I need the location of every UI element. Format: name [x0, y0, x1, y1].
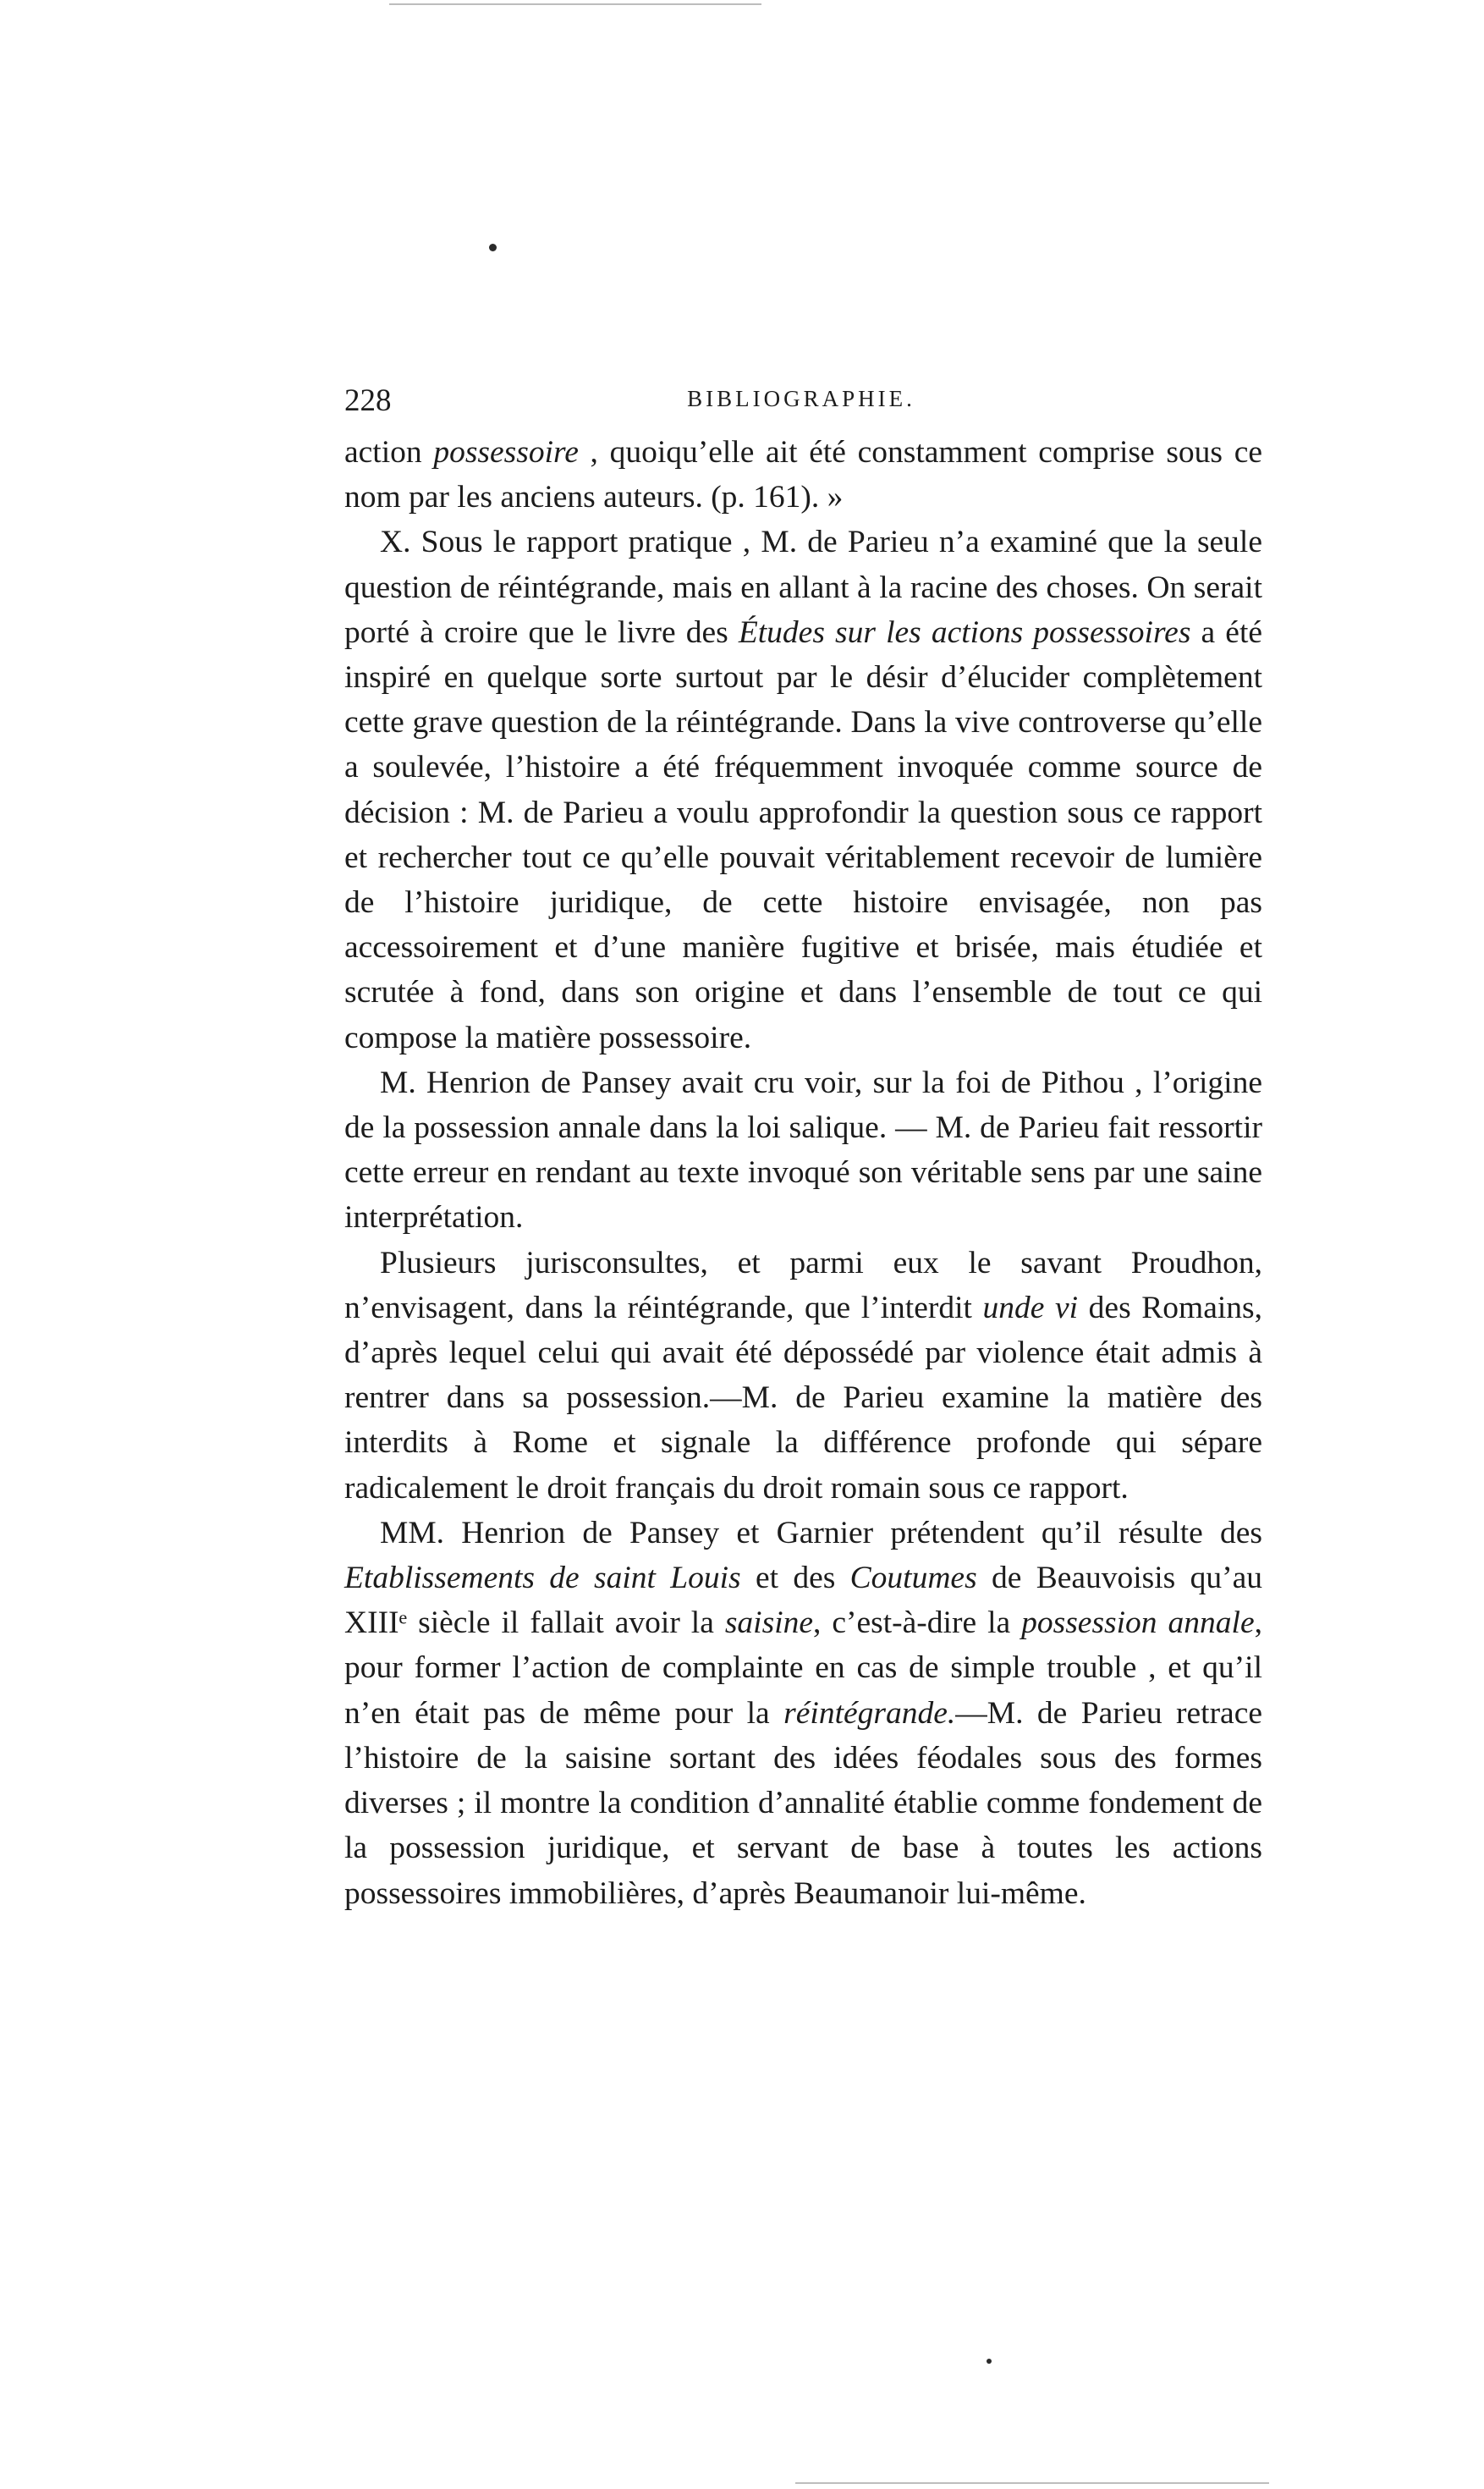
paragraph [344, 430, 1262, 520]
italic-text: saisine [724, 1605, 814, 1641]
running-title: BIBLIOGRAPHIE. [687, 386, 915, 411]
text-run: , quoiqu’elle ait été constamment comprise sous ce nom par les anciens auteurs. (p. 161). » [344, 435, 1262, 515]
top-edge-rule [389, 3, 761, 5]
ink-speck [489, 244, 497, 251]
italic-text: Coutumes [849, 1561, 977, 1596]
bottom-edge-rule [795, 2482, 1269, 2484]
italic-text: unde vi [982, 1290, 1079, 1325]
ink-speck [987, 2359, 992, 2364]
paragraph [344, 520, 1262, 1060]
text-run: action [344, 435, 434, 470]
page-number: 228 [344, 383, 392, 418]
text-run: de Beauvoisis qu’au XIIIᵉ siècle il fallait avoir la [344, 1561, 1262, 1641]
italic-text: Études sur les actions possessoires [738, 614, 1191, 650]
italic-text: possessoire [433, 435, 579, 470]
running-head [344, 383, 1258, 425]
italic-text: Etablissements de saint Louis [344, 1561, 741, 1596]
text-run: a été inspiré en quelque sorte surtout par le désir d’élucider complètement cette grave question de la réintégrande. Dans la vive controverse qu’elle a soulevée, l’histoire a été fréquemment invoquée comme source de décision : M. de Parieu a voulu approfondir la question sous ce rapport et rechercher tout ce qu’elle pouvait véritablement recevoir de lumière de l’histoire juridique, de cette histoire envisagée, non pas accessoirement et d’une manière fugitive et brisée, mais étudiée et scrutée à fond, dans son origine et dans l’ensemble de tout ce qui compose la matière possessoire. [344, 614, 1263, 1055]
text-run: —M. de Parieu retrace l’histoire de la saisine sortant des idées féodales sous des formes diverses ; il montre la condition d’annalité établie comme fondement de la possession juridique, et servant de base à toutes les actions possessoires immobilières, d’après Beaumanoir lui-même. [344, 1695, 1262, 1911]
text-run: , c’est-à-dire la [813, 1605, 1022, 1641]
text-run: M. Henrion de Pansey avait cru voir, sur la foi de Pithou , l’origine de la possession annale dans la loi salique. — M. de Parieu fait ressortir cette erreur en rendant au texte invoqué son véritable sens par une saine interprétation. [344, 1065, 1262, 1236]
body-text [344, 430, 1262, 1916]
paragraph [344, 1511, 1262, 1916]
text-run: et des [740, 1561, 850, 1596]
text-run: X. Sous le rapport pratique , M. de Parieu n’a examiné que la seule question de réintégrande, mais en allant à la racine des choses. On serait porté à croire que le livre des [344, 525, 1262, 650]
paragraph [344, 1241, 1262, 1511]
text-run: des Romains, d’après lequel celui qui avait été dépossédé par violence était admis à rentrer dans sa possession.—M. de Parieu examine la matière des interdits à Rome et signale la différence profonde qui sépare radicalement le droit français du droit romain sous ce rapport. [344, 1290, 1262, 1506]
text-run: , pour former l’action de complainte en cas de simple trouble , et qu’il n’en était pas de même pour la [344, 1605, 1262, 1731]
paragraph [344, 1060, 1262, 1241]
text-run: Plusieurs jurisconsultes, et parmi eux le savant Proudhon, n’envisagent, dans la réintégrande, que l’interdit [344, 1245, 1262, 1325]
text-run: MM. Henrion de Pansey et Garnier prétendent qu’il résulte des [380, 1515, 1262, 1550]
italic-text: possession annale [1021, 1605, 1255, 1641]
italic-text: réintégrande. [783, 1695, 956, 1731]
